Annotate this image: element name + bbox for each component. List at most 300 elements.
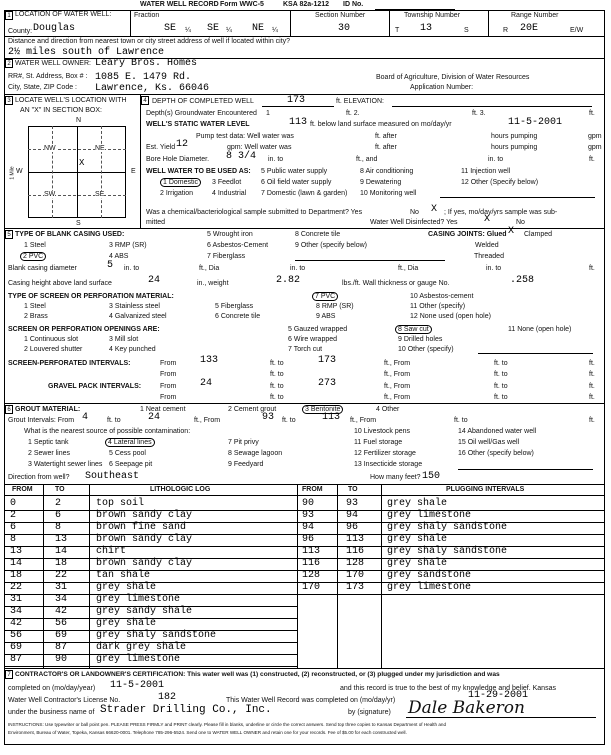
contam-septic[interactable]: 1 Septic tank: [28, 439, 69, 446]
bore-ft2: ft.: [589, 156, 595, 163]
log-right-row-desc: grey shale: [387, 534, 448, 545]
use-label: WELL WATER TO BE USED AS:: [146, 168, 251, 175]
log-right-row-desc: grey shale: [387, 498, 448, 509]
locate-label-2: AN "X" IN SECTION BOX:: [20, 107, 102, 114]
casing-other[interactable]: 9 Other (specify below): [295, 242, 367, 249]
plugging-intervals-header: PLUGGING INTERVALS: [446, 486, 525, 493]
spi-from-value: 133: [200, 355, 219, 366]
bore-value: 8 3/4: [226, 151, 257, 162]
pump-gpm: gpm: [588, 133, 602, 140]
township-label: Township Number: [404, 12, 461, 19]
completed-label: completed on (mo/day/year): [8, 685, 96, 692]
log-left-row-from: 22: [10, 582, 23, 593]
contam-insecticide[interactable]: 13 Insecticide storage: [354, 461, 423, 468]
diam-in2: in. to: [290, 265, 306, 272]
log-right-to-header: TO: [348, 486, 358, 493]
log-left-row-to: 14: [55, 546, 68, 557]
gpi-from-value: 24: [200, 378, 213, 389]
spi-to-label: ft. to: [270, 360, 284, 367]
contam-pit-privy[interactable]: 7 Pit privy: [228, 439, 259, 446]
log-left-row-desc: dark grey shale: [96, 642, 187, 653]
screen-other[interactable]: 11 Other (specify): [410, 303, 466, 310]
distance-value: 2½ miles south of Lawrence: [8, 47, 165, 58]
compass-n: N: [76, 117, 82, 124]
disinfected-mark: X: [484, 214, 491, 225]
spi2-ft-to: ft. to: [494, 371, 508, 378]
range-ew: E/W: [570, 27, 584, 34]
gi-from3-label: ft., From: [350, 417, 377, 424]
log-right-row-from: 116: [302, 558, 321, 569]
contam-abandoned-well[interactable]: 14 Abandoned water well: [458, 428, 537, 435]
casing-height-label: Casing height above land surface: [8, 280, 112, 287]
perf-gauzed[interactable]: 5 Gauzed wrapped: [288, 326, 348, 333]
log-right-row-from: 113: [302, 546, 321, 557]
grout-material-label: GROUT MATERIAL:: [15, 406, 81, 413]
log-right-from-header: FROM: [302, 486, 323, 493]
section-1-number: 1: [5, 11, 13, 20]
quad-se: SE: [95, 191, 105, 198]
screen-stainless[interactable]: 3 Stainless steel: [109, 303, 160, 310]
certification-text: CONTRACTOR'S OR LANDOWNER'S CERTIFICATION: This water well was (1) constructed, (2) reconstructed, or (3) plugged under my jurisdiction and was: [15, 671, 500, 678]
log-right-row-to: 93: [346, 498, 359, 509]
casing-asbestos[interactable]: 6 Asbestos-Cement: [207, 242, 269, 249]
yield-gpm: gpm: Well water was: [227, 144, 292, 151]
casing-fiberglass[interactable]: 7 Fiberglass: [207, 253, 246, 260]
casing-height-in: in., weight: [197, 280, 229, 287]
contam-livestock[interactable]: 10 Livestock pens: [354, 428, 411, 435]
diam-ft2: ft., Dia: [398, 265, 419, 272]
log-left-row-desc: top soil: [96, 498, 145, 509]
owner-label: WATER WELL OWNER:: [15, 60, 91, 67]
casing-weight-unit: lbs./ft. Wall thickness or gauge No.: [342, 280, 450, 287]
casing-pvc-selected[interactable]: 2 PVC: [20, 252, 46, 261]
casing-diameter-value: 5: [107, 260, 114, 271]
gi-to2-label: ft. to: [282, 417, 296, 424]
yield-hours: hours pumping: [491, 144, 538, 151]
grout-other[interactable]: 4 Other: [376, 406, 400, 413]
casing-steel[interactable]: 1 Steel: [24, 242, 46, 249]
log-left-row-to: 56: [55, 618, 68, 629]
grout-neat-cement[interactable]: 1 Neat cement: [140, 406, 186, 413]
perf-continuous[interactable]: 1 Continuous slot: [24, 336, 79, 343]
joints-welded[interactable]: Welded: [475, 242, 499, 249]
screen-none[interactable]: 12 None used (open hole): [410, 313, 491, 320]
contam-lateral-lines-selected[interactable]: 4 Lateral lines: [105, 438, 155, 447]
screen-fiberglass[interactable]: 5 Fiberglass: [215, 303, 254, 310]
section-5-number: 5: [5, 230, 13, 239]
log-left-row-from: 87: [10, 654, 23, 665]
lithologic-log-header: LITHOLOGIC LOG: [150, 486, 211, 493]
log-left-row-to: 34: [55, 594, 68, 605]
casing-rmp[interactable]: 3 RMP (SR): [109, 242, 147, 249]
screen-steel[interactable]: 1 Steel: [24, 303, 46, 310]
log-left-row-from: 56: [10, 630, 23, 641]
log-left-row-to: 87: [55, 642, 68, 653]
contam-other[interactable]: 16 Other (specify below): [458, 450, 534, 457]
log-left-row-desc: tan shale: [96, 570, 151, 581]
bore-in2: in. to: [488, 156, 504, 163]
log-left-row-from: 8: [10, 534, 17, 545]
use-public-water[interactable]: 5 Public water supply: [261, 168, 328, 175]
perf-saw-cut-selected[interactable]: 8 Saw cut: [395, 325, 432, 334]
gi-to1: 24: [148, 412, 161, 423]
groundwater-label: Depth(s) Groundwater Encountered: [146, 110, 257, 117]
form-number: Form WWC-5: [220, 1, 264, 8]
casing-label: TYPE OF BLANK CASING USED:: [15, 231, 125, 238]
disinfected-label: Water Well Disinfected? Yes: [370, 219, 458, 226]
fraction-q1: SE: [164, 23, 177, 34]
yield-gpm-end: gpm: [588, 144, 602, 151]
use-injection-well[interactable]: 11 Injection well: [461, 168, 511, 175]
spi-ft-from: ft., From: [384, 360, 411, 367]
contam-sewage-lagoon[interactable]: 8 Sewage lagoon: [228, 450, 283, 457]
application-label: Application Number:: [410, 84, 474, 91]
screen-asbestos[interactable]: 10 Asbestos-cement: [410, 293, 474, 300]
gpi2-ft-to: ft. to: [494, 394, 508, 401]
log-left-row-from: 18: [10, 570, 23, 581]
gpi2-from-label: From: [160, 394, 177, 401]
elevation-label: ft. ELEVATION:: [336, 98, 384, 105]
perf-other[interactable]: 10 Other (specify): [398, 346, 454, 353]
record-completed-label: This Water Well Record was completed on (mo/day/yr): [226, 697, 396, 704]
section-7-number: 7: [5, 670, 13, 679]
table-row-line: [4, 666, 297, 667]
chem-no-mark: X: [431, 204, 438, 215]
log-left-row-desc: grey shale: [96, 618, 157, 629]
log-left-row-from: 2: [10, 510, 17, 521]
grout-cement-grout[interactable]: 2 Cement grout: [228, 406, 277, 413]
fraction-q2: SE: [207, 23, 220, 34]
log-left-row-to: 31: [55, 582, 68, 593]
joints-label: CASING JOINTS: Glued: [428, 231, 507, 238]
perf-key-punched[interactable]: 4 Key punched: [109, 346, 156, 353]
contam-sewer[interactable]: 2 Sewer lines: [28, 450, 71, 457]
section-3-number: 3: [5, 96, 13, 105]
log-left-row-from: 13: [10, 546, 23, 557]
log-right-row-from: 96: [302, 534, 315, 545]
gi-to1-label: ft. to: [107, 417, 121, 424]
id-label: ID No.: [343, 1, 364, 8]
log-right-row-to: 96: [346, 522, 359, 533]
gw-2: ft. 2.: [346, 110, 360, 117]
yield-label: Est. Yield: [146, 144, 176, 151]
log-right-row-desc: grey shale: [387, 558, 448, 569]
contam-feedyard[interactable]: 9 Feedyard: [228, 461, 264, 468]
spi-ft-end: ft.: [589, 360, 595, 367]
log-left-row-desc: brown fine sand: [96, 522, 187, 533]
instructions-line-1: INSTRUCTIONS: Use typewriter or ball point pen. PLEASE PRESS FIRMLY and PRINT clearly. Please fill in blanks, underline or circle the correct answers. Send top three copies to Kansas Department of Health and: [8, 722, 447, 727]
log-left-row-desc: grey shaly sandstone: [96, 630, 217, 641]
address-value: 1085 E. 1479 Rd.: [95, 72, 192, 83]
use-industrial[interactable]: 4 Industrial: [212, 190, 247, 197]
log-left-row-desc: chirt: [96, 546, 127, 557]
gpi2-ft-from: ft., From: [384, 394, 411, 401]
log-right-row-to: 116: [346, 546, 365, 557]
bore-label: Bore Hole Diameter.: [146, 156, 210, 163]
ksa-ref: KSA 82a-1212: [283, 1, 330, 8]
gi-ft-end: ft.: [589, 417, 595, 424]
direction-label: Direction from well?: [8, 474, 70, 481]
use-oil-field[interactable]: 6 Oil field water supply: [261, 179, 332, 186]
screen-material-label: TYPE OF SCREEN OR PERFORATION MATERIAL:: [8, 293, 174, 300]
screen-pvc-selected[interactable]: 7 PVC: [312, 292, 338, 301]
fraction-sep: ¼: [272, 27, 278, 34]
log-right-row-to: 173: [346, 582, 365, 593]
gi-from2: 93: [262, 412, 275, 423]
owner-value: Leary Bros. Homes: [95, 58, 198, 69]
perf-louvered[interactable]: 2 Louvered shutter: [24, 346, 83, 353]
log-right-row-from: 170: [302, 582, 321, 593]
contam-cess-pool[interactable]: 5 Cess pool: [109, 450, 146, 457]
gpi-ft-to: ft. to: [494, 383, 508, 390]
gpi2-ft-end: ft.: [589, 394, 595, 401]
diam-ft: ft., Dia: [199, 265, 220, 272]
log-left-row-from: 69: [10, 642, 23, 653]
gw-1: 1: [266, 110, 270, 117]
use-dewatering[interactable]: 9 Dewatering: [360, 179, 402, 186]
compass-w: W: [16, 168, 23, 175]
table-row-line: [4, 546, 297, 547]
perf-wire-wrapped[interactable]: 6 Wire wrapped: [288, 336, 338, 343]
log-left-row-to: 22: [55, 570, 68, 581]
casing-gauge-value: .258: [510, 275, 535, 286]
use-other[interactable]: 12 Other (Specify below): [461, 179, 539, 186]
license-label: Water Well Contractor's License No.: [8, 697, 121, 704]
range-label: Range Number: [511, 12, 559, 19]
section-number-value: 30: [338, 23, 351, 34]
log-right-row-from: 94: [302, 522, 315, 533]
log-left-row-desc: grey limestone: [96, 594, 181, 605]
log-from-header: FROM: [12, 486, 33, 493]
log-left-row-from: 31: [10, 594, 23, 605]
static-level-value: 113: [289, 117, 308, 128]
use-lawn-garden[interactable]: 7 Domestic (lawn & garden): [261, 190, 348, 197]
screen-abs[interactable]: 9 ABS: [316, 313, 336, 320]
joints-glued-mark: X: [508, 226, 515, 237]
fraction-q3: NE: [252, 23, 265, 34]
use-feedlot[interactable]: 3 Feedlot: [212, 179, 242, 186]
signature: Dale Bakeron: [408, 698, 525, 718]
direction-value: Southeast: [85, 471, 140, 482]
gi-from1: 4: [82, 412, 89, 423]
county-value: Douglas: [33, 23, 76, 34]
contam-oil-gas[interactable]: 15 Oil well/Gas well: [458, 439, 520, 446]
log-right-row-to: 94: [346, 510, 359, 521]
spi2-ft-from: ft., From: [384, 371, 411, 378]
screen-galvanized[interactable]: 4 Galvanized steel: [109, 313, 167, 320]
gpi-to-label: ft. to: [270, 383, 284, 390]
table-row-line: [4, 570, 297, 571]
static-level-date: 11-5-2001: [508, 117, 563, 128]
table-row-line: [297, 534, 605, 535]
log-left-row-to: 18: [55, 558, 68, 569]
perf-none[interactable]: 11 None (open hole): [508, 326, 572, 333]
instructions-line-2: Environment, Bureau of Water, Topeka, Kansas 66620-0001. Telephone 785-296-5524. Send one to WATER WELL OWNER and retain one for your records. Fee of $5.00 for each constructed well.: [8, 730, 407, 735]
use-monitoring[interactable]: 10 Monitoring well: [360, 190, 417, 197]
range-value: 20E: [520, 23, 539, 34]
section-number-label: Section Number: [315, 12, 366, 19]
city-value: Lawrence, Ks. 66046: [95, 83, 210, 94]
business-value: Strader Drilling Co., Inc.: [100, 704, 272, 716]
license-value: 182: [158, 692, 177, 703]
screen-brass[interactable]: 2 Brass: [24, 313, 48, 320]
disinfected-no: No: [516, 219, 525, 226]
gpi-ft-end: ft.: [589, 383, 595, 390]
section-6-number: 6: [5, 405, 13, 414]
city-label: City, State, ZIP Code :: [8, 84, 77, 91]
log-left-row-to: 90: [55, 654, 68, 665]
spi-to-value: 173: [318, 355, 337, 366]
quad-ne: NE: [95, 145, 105, 152]
bore-in: in. to: [268, 156, 284, 163]
log-right-row-to: 128: [346, 558, 365, 569]
screen-rmp[interactable]: 8 RMP (SR): [316, 303, 354, 310]
joints-clamped[interactable]: Clamped: [524, 231, 553, 238]
joints-threaded[interactable]: Threaded: [474, 253, 504, 260]
board-label: Board of Agriculture, Division of Water Resources: [376, 74, 530, 81]
spi-from-label: From: [160, 360, 177, 367]
casing-height-value: 24: [148, 275, 161, 286]
log-left-row-from: 14: [10, 558, 23, 569]
use-air-conditioning[interactable]: 8 Air conditioning: [360, 168, 414, 175]
township-value: 13: [420, 23, 433, 34]
spi2-to-label: ft. to: [270, 371, 284, 378]
feet-label: How many feet?: [370, 474, 421, 481]
well-location-mark: X: [79, 158, 85, 168]
chem-mitted: mitted: [146, 219, 166, 226]
fraction-sep: ¼: [226, 27, 232, 34]
log-left-row-to: 42: [55, 606, 68, 617]
log-left-row-from: 42: [10, 618, 23, 629]
gpi2-to-label: ft. to: [270, 394, 284, 401]
depth-value: 173: [287, 95, 306, 106]
location-label: LOCATION OF WATER WELL:: [15, 11, 112, 18]
gw-end: ft.: [589, 110, 595, 117]
log-left-row-desc: brown sandy clay: [96, 534, 193, 545]
chem-end: ; If yes, mo/day/yrs sample was sub-: [444, 209, 558, 216]
log-left-row-from: 0: [10, 498, 17, 509]
township-t: T: [395, 27, 400, 34]
log-left-row-desc: brown sandy clay: [96, 558, 193, 569]
county-label: County:: [8, 28, 33, 35]
diam-ft3: ft.: [589, 265, 595, 272]
screen-intervals-label: SCREEN-PERFORATED INTERVALS:: [8, 360, 131, 367]
gw-3: ft. 3.: [472, 110, 486, 117]
mile-label: 1 Mile: [9, 166, 16, 180]
chem-no: No: [410, 209, 419, 216]
contam-fertilizer[interactable]: 12 Fertilizer storage: [354, 450, 416, 457]
compass-e: E: [131, 168, 136, 175]
yield-ft: ft. after: [375, 144, 397, 151]
log-right-row-desc: grey limestone: [387, 582, 472, 593]
gi-from2-label: ft., From: [194, 417, 221, 424]
casing-concrete-tile[interactable]: 8 Concrete tile: [295, 231, 341, 238]
perf-drilled[interactable]: 9 Drilled holes: [398, 336, 443, 343]
pump-test-label: Pump test data: Well water was: [196, 133, 294, 140]
yield-value: 12: [176, 139, 189, 150]
fraction-sep: ¼: [185, 27, 191, 34]
spi2-from-label: From: [160, 371, 177, 378]
spi-ft-to: ft. to: [494, 360, 508, 367]
bore-ft: ft., and: [356, 156, 378, 163]
pump-hours: hours pumping: [491, 133, 538, 140]
depth-label: DEPTH OF COMPLETED WELL: [152, 98, 254, 105]
log-left-row-desc: brown sandy clay: [96, 510, 193, 521]
log-left-row-to: 8: [55, 522, 62, 533]
log-left-row-to: 13: [55, 534, 68, 545]
address-label: RR#, St. Address, Box # :: [8, 73, 88, 80]
contam-watertight-sewer[interactable]: 3 Watertight sewer lines: [28, 461, 103, 468]
completed-end: and this record is true to the best of my knowledge and belief. Kansas: [340, 685, 556, 692]
log-left-row-desc: grey shale: [96, 582, 157, 593]
diam-in3: in. to: [486, 265, 502, 272]
log-right-row-to: 170: [346, 570, 365, 581]
compass-s: S: [76, 220, 81, 227]
use-domestic-selected[interactable]: 1 Domestic: [160, 178, 201, 187]
grout-intervals-label: Grout Intervals: From: [8, 417, 75, 424]
completed-value: 11-5-2001: [110, 680, 165, 691]
chem-sample-label: Was a chemical/bacteriological sample submitted to Department? Yes: [146, 209, 363, 216]
record-completed-value: 11-29-2001: [468, 690, 529, 701]
log-left-row-to: 2: [55, 498, 62, 509]
log-left-row-to: 6: [55, 510, 62, 521]
log-right-row-from: 128: [302, 570, 321, 581]
signature-label: by (signature): [348, 709, 391, 716]
table-row-line: [297, 558, 605, 559]
business-label: under the business name of: [8, 709, 95, 716]
feet-value: 150: [422, 471, 441, 482]
locate-label: LOCATE WELL'S LOCATION WITH: [15, 97, 127, 104]
log-right-row-desc: grey shaly sandstone: [387, 546, 508, 557]
casing-weight-value: 2.82: [276, 275, 301, 286]
township-s: S: [464, 27, 469, 34]
log-right-row-from: 90: [302, 498, 315, 509]
log-left-row-to: 69: [55, 630, 68, 641]
static-level-text: ft. below land surface measured on mo/day/yr: [310, 121, 452, 128]
log-right-row-desc: grey limestone: [387, 510, 472, 521]
log-right-row-desc: grey sandstone: [387, 570, 472, 581]
log-left-row-from: 34: [10, 606, 23, 617]
diam-in: in. to: [124, 265, 140, 272]
log-right-row-to: 113: [346, 534, 365, 545]
casing-diameter-label: Blank casing diameter: [8, 265, 77, 272]
form-title: WATER WELL RECORD: [140, 1, 219, 8]
section-4-number: 4: [141, 96, 149, 105]
gpi-ft-from: ft., From: [384, 383, 411, 390]
static-level-label: WELL'S STATIC WATER LEVEL: [146, 121, 250, 128]
use-irrigation[interactable]: 2 Irrigation: [160, 190, 194, 197]
perf-mill-slot[interactable]: 3 Mill slot: [109, 336, 139, 343]
gpi-to-value: 273: [318, 378, 337, 389]
grout-bentonite-selected[interactable]: 3 Bentonite: [302, 405, 343, 414]
section-2-number: 2: [5, 59, 13, 68]
casing-abs[interactable]: 4 ABS: [109, 253, 129, 260]
screen-concrete[interactable]: 6 Concrete tile: [215, 313, 261, 320]
gpi-from-label: From: [160, 383, 177, 390]
fraction-label: Fraction: [134, 12, 160, 19]
perf-torch-cut[interactable]: 7 Torch cut: [288, 346, 323, 353]
spi2-ft-end: ft.: [589, 371, 595, 378]
gravel-intervals-label: GRAVEL PACK INTERVALS:: [48, 383, 142, 390]
contamination-label: What is the nearest source of possible contamination:: [24, 428, 191, 435]
range-r: R: [503, 27, 509, 34]
log-right-row-desc: grey shaly sandstone: [387, 522, 508, 533]
log-left-row-desc: grey limestone: [96, 654, 181, 665]
casing-wrought-iron[interactable]: 5 Wrought iron: [207, 231, 253, 238]
contam-seepage-pit[interactable]: 6 Seepage pit: [109, 461, 153, 468]
perf-openings-label: SCREEN OR PERFORATION OPENINGS ARE:: [8, 326, 160, 333]
contam-fuel[interactable]: 11 Fuel storage: [354, 439, 403, 446]
